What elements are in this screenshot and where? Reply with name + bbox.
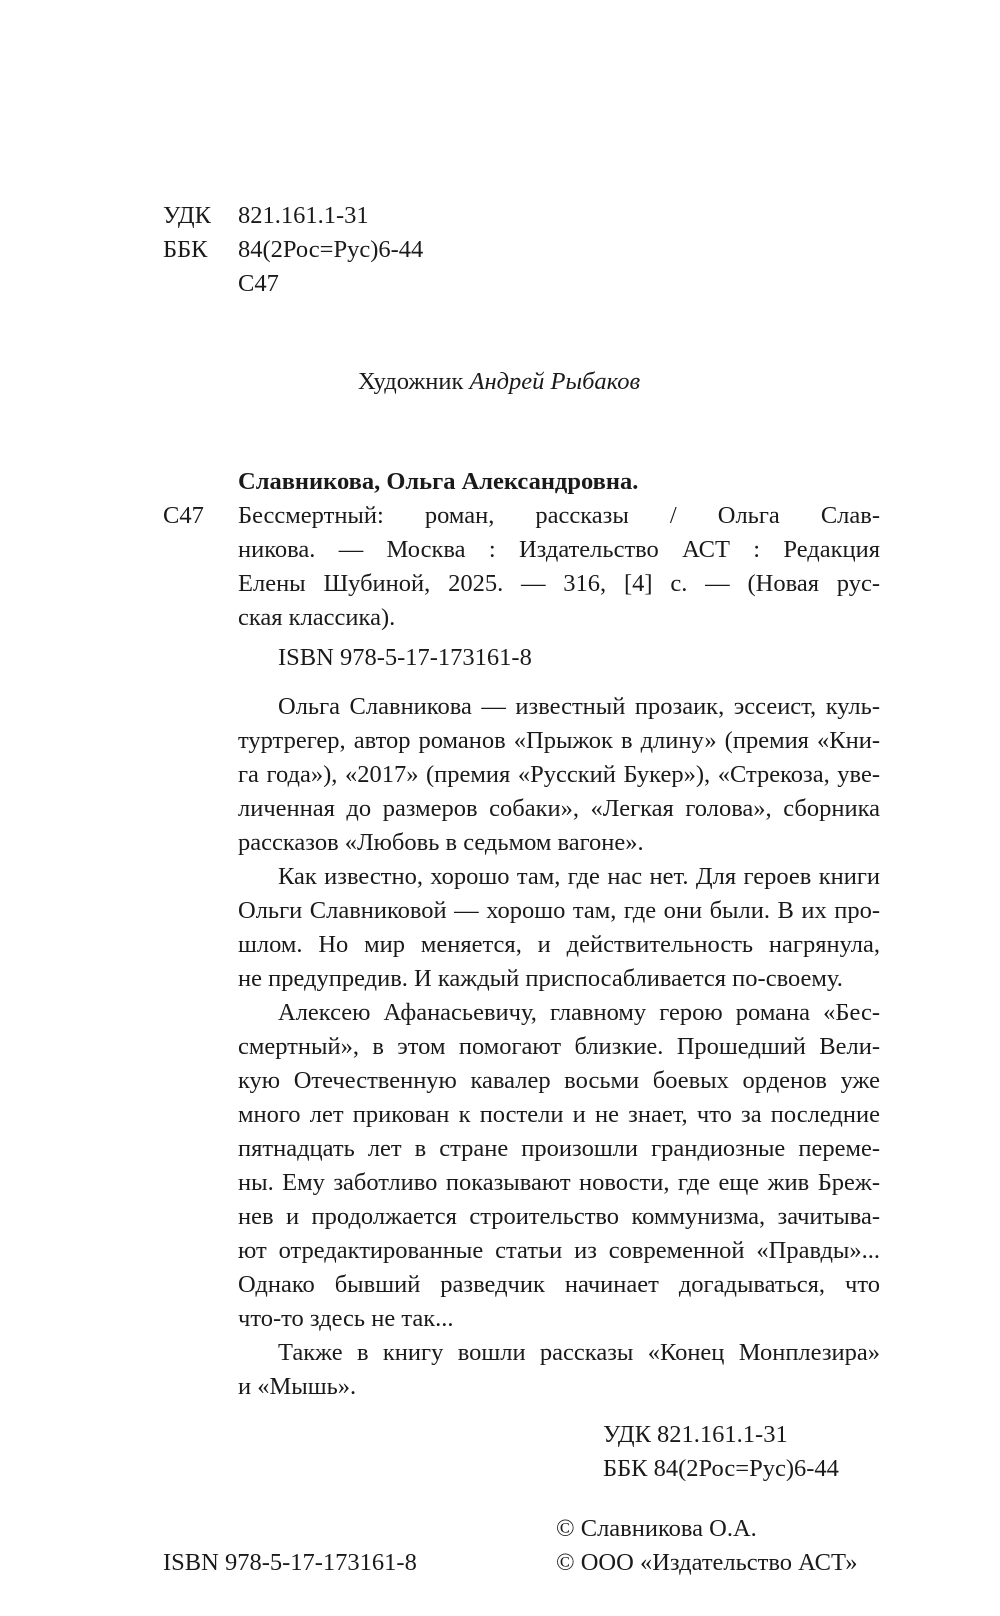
bibliography-line: никова. — Москва : Издательство АСТ : Редакция [238,536,880,563]
classification-block [163,199,503,309]
copyright-author: © Славникова О.А. [556,1515,757,1542]
artist-name: Андрей Рыбаков [469,368,641,395]
annotation-line: ны. Ему заботливо показывают новости, где еще жив Бреж- [238,1169,880,1196]
annotation-line: нев и продолжается строительство коммунизма, зачитыва- [238,1203,880,1230]
footer-bbk: ББК 84(2Рос=Рус)6-44 [603,1455,839,1482]
annotation-line: не предупредив. И каждый приспосабливается по-своему. [238,965,843,992]
udk-value: 821.161.1-31 [238,202,369,229]
annotation-line: Однако бывший разведчик начинает догадываться, что [238,1271,880,1298]
annotation-line: га года»), «2017» (премия «Русский Букер»), «Стрекоза, уве- [238,761,880,788]
annotation-line: ют отредактированные статьи из современной «Правды»... [238,1237,880,1264]
annotation-line: пятнадцать лет в стране произошли грандиозные переме- [238,1135,880,1162]
bibliography-mark: С47 [163,502,204,529]
bibliography-heading: Славникова, Ольга Александровна. [238,468,639,495]
annotation-line: Также в книгу вошли рассказы «Конец Монплезира» [278,1339,880,1366]
footer-udk: УДК 821.161.1-31 [603,1421,788,1448]
bbk-value: 84(2Рос=Рус)6-44 [238,236,424,263]
annotation-paragraph-2 [238,860,880,996]
annotation-line: что-то здесь не так... [238,1305,454,1332]
annotation-line: шлом. Но мир меняется, и действительность нагрянула, [238,931,880,958]
artist-prefix: Художник [358,368,464,395]
annotation-line: туртрегер, автор романов «Прыжок в длину» (премия «Кни- [238,727,880,754]
annotation-line: Как известно, хорошо там, где нас нет. Для героев книги [278,863,880,890]
annotation-line: много лет прикован к постели и не знает, что за последние [238,1101,880,1128]
bibliography-line: Елены Шубиной, 2025. — 316, [4] с. — (Новая рус- [238,570,880,597]
bbk-label: ББК [163,236,208,263]
artist-credit [358,365,640,399]
annotation-paragraph-1 [238,690,880,860]
annotation-line: кую Отечественную кавалер восьми боевых орденов уже [238,1067,880,1094]
annotation-line: Ольги Славниковой — хорошо там, где они были. В их про- [238,897,880,924]
annotation-line: Ольга Славникова — известный прозаик, эссеист, куль- [278,693,880,720]
footer-isbn: ISBN 978-5-17-173161-8 [163,1549,417,1576]
bibliography-description [238,499,880,635]
annotation-line: рассказов «Любовь в седьмом вагоне». [238,829,644,856]
annotation-paragraph-3 [238,996,880,1336]
bibliography-line: ская классика). [238,604,396,631]
annotation-line: личенная до размеров собаки», «Легкая голова», сборника [238,795,880,822]
copyright-publisher: © ООО «Издательство АСТ» [556,1549,858,1576]
bibliography-isbn: ISBN 978-5-17-173161-8 [278,644,532,671]
annotation-line: Алексею Афанасьевичу, главному герою романа «Бес- [278,999,880,1026]
bibliography-line: Бессмертный: роман, рассказы / Ольга Слав- [238,502,880,529]
udk-label: УДК [163,202,211,229]
annotation-paragraph-4 [238,1336,880,1404]
author-mark: С47 [238,270,279,297]
annotation-line: и «Мышь». [238,1373,357,1400]
annotation-line: смертный», в этом помогают близкие. Прошедший Вели- [238,1033,880,1060]
